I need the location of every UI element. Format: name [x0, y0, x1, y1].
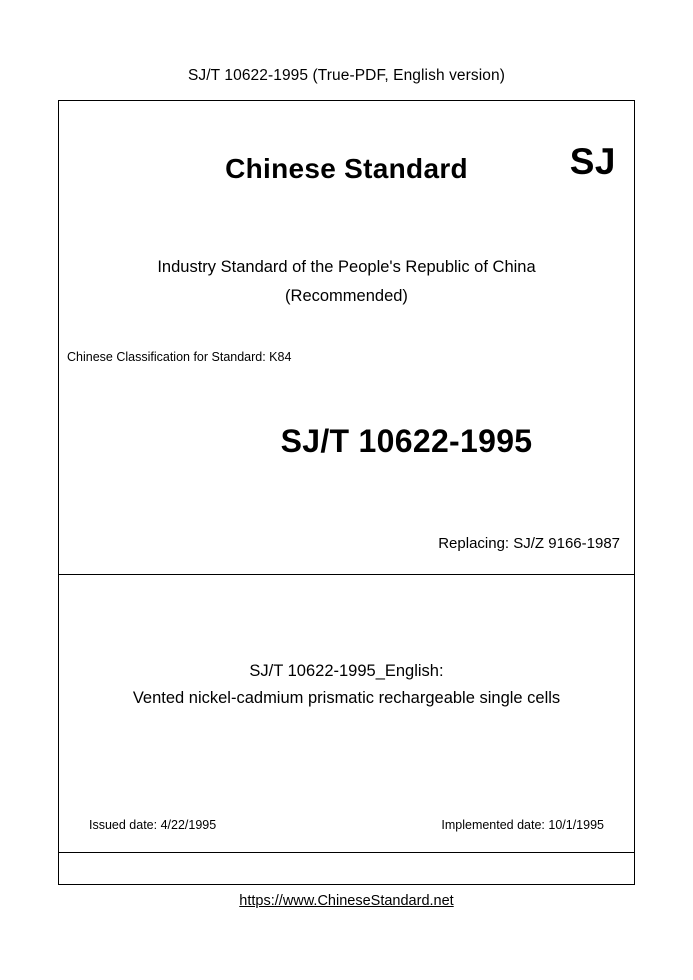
cover-footer-bar [59, 853, 634, 886]
standard-cover-box [58, 100, 635, 885]
standard-number: SJ/T 10622-1995 [280, 423, 533, 459]
subtitle-line-2: (Recommended) [285, 287, 408, 305]
source-url-text: https://www.ChineseStandard.net [239, 893, 454, 909]
page-title: Chinese Standard [225, 153, 468, 184]
sj-logo: SJ [569, 141, 616, 182]
classification-code: Chinese Classification for Standard: K84 [67, 350, 292, 364]
subtitle-line-1: Industry Standard of the People's Republic of China [157, 258, 536, 276]
page-header-title: SJ/T 10622-1995 (True-PDF, English version) [187, 67, 506, 84]
document-title-line-2: Vented nickel-cadmium prismatic rechargeable single cells [132, 689, 561, 707]
replacing-standard: Replacing: SJ/Z 9166-1987 [438, 535, 620, 552]
cover-lower-section [59, 575, 634, 853]
implemented-date: Implemented date: 10/1/1995 [441, 818, 604, 832]
cover-upper-section [59, 101, 634, 575]
document-title-line-1: SJ/T 10622-1995_English: [249, 662, 444, 680]
issued-date: Issued date: 4/22/1995 [89, 818, 217, 832]
title-row [59, 141, 634, 203]
source-url[interactable] [0, 893, 693, 909]
